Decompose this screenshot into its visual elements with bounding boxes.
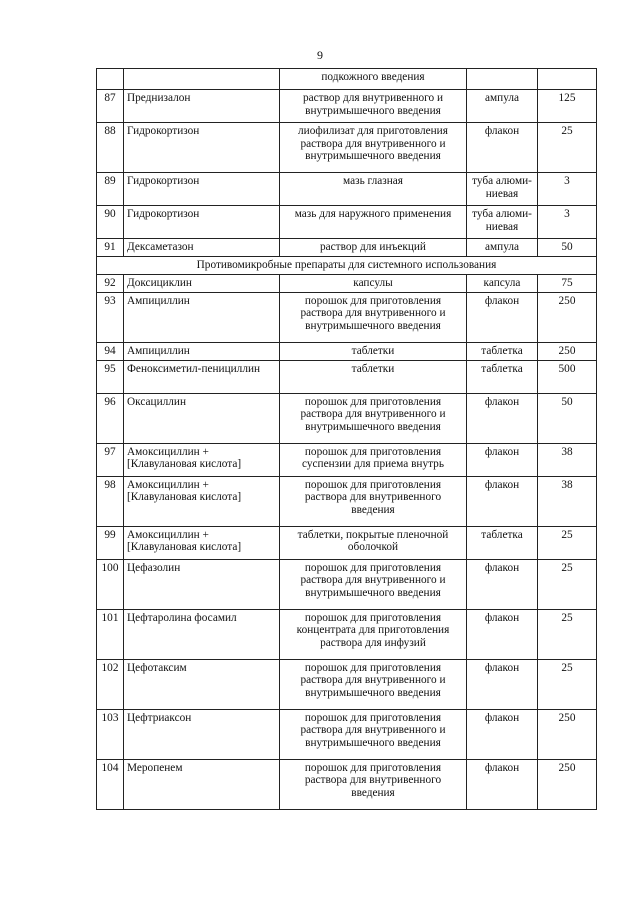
table-row (97, 206, 597, 239)
cell-form: порошок для приготовления раствора для внутривенного и внутримышечного введения (280, 393, 467, 443)
table-row (97, 526, 597, 559)
cell-name: Доксициклин (124, 274, 280, 292)
table-row (97, 759, 597, 809)
continuation-cell: подкожного введения (280, 69, 467, 90)
section-title: Противомикробные препараты для системного использования (97, 257, 597, 275)
cell-name: Амоксициллин + [Клавулановая кислота] (124, 476, 280, 526)
cell-qty: 25 (538, 609, 597, 659)
cell-unit: капсула (467, 274, 538, 292)
cell-unit: флакон (467, 659, 538, 709)
cell-num: 101 (97, 609, 124, 659)
cell-qty: 25 (538, 559, 597, 609)
cell-num: 100 (97, 559, 124, 609)
cell-unit: флакон (467, 393, 538, 443)
cell-form: порошок для приготовления концентрата для приготовления раствора для инфузий (280, 609, 467, 659)
cell-num: 102 (97, 659, 124, 709)
cell-name: Амоксициллин + [Клавулановая кислота] (124, 526, 280, 559)
cell-qty: 3 (538, 206, 597, 239)
cell-num: 97 (97, 443, 124, 476)
table-row (97, 659, 597, 709)
cell-unit: флакон (467, 559, 538, 609)
cell-form: порошок для приготовления раствора для внутривенного и внутримышечного введения (280, 709, 467, 759)
table-body-top (97, 69, 597, 257)
cell-unit: флакон (467, 476, 538, 526)
cell-name: Гидрокортизон (124, 123, 280, 173)
cell-unit: флакон (467, 292, 538, 342)
cell-form: лиофилизат для приготовления раствора для внутривенного и внутримышечного введения (280, 123, 467, 173)
cell-qty: 250 (538, 342, 597, 360)
cell-form: мазь для наружного применения (280, 206, 467, 239)
continuation-row (97, 69, 597, 90)
cell-unit: ампула (467, 90, 538, 123)
page-number: 9 (317, 48, 323, 62)
cell-qty: 25 (538, 526, 597, 559)
section-header-row (97, 257, 597, 275)
cell-unit: ампула (467, 239, 538, 257)
cell-form: порошок для приготовления раствора для внутривенного и внутримышечного введения (280, 559, 467, 609)
cell-num: 98 (97, 476, 124, 526)
drug-table (96, 68, 597, 810)
table-row (97, 559, 597, 609)
cell-name: Гидрокортизон (124, 206, 280, 239)
table-row (97, 360, 597, 393)
cell-unit: туба алюми-ниевая (467, 206, 538, 239)
cell-name: Преднизалон (124, 90, 280, 123)
cell-num: 95 (97, 360, 124, 393)
cell-form: порошок для приготовления раствора для внутривенного введения (280, 476, 467, 526)
cell-name: Дексаметазон (124, 239, 280, 257)
table-cell (538, 69, 597, 90)
cell-name: Ампициллин (124, 292, 280, 342)
cell-qty: 50 (538, 393, 597, 443)
cell-unit: таблетка (467, 342, 538, 360)
table-row (97, 239, 597, 257)
cell-form: мазь глазная (280, 173, 467, 206)
cell-form: порошок для приготовления суспензии для приема внутрь (280, 443, 467, 476)
cell-unit: таблетка (467, 360, 538, 393)
cell-qty: 250 (538, 292, 597, 342)
cell-qty: 50 (538, 239, 597, 257)
cell-qty: 38 (538, 476, 597, 526)
table-row (97, 292, 597, 342)
table-row (97, 90, 597, 123)
cell-qty: 75 (538, 274, 597, 292)
cell-qty: 250 (538, 709, 597, 759)
cell-unit: туба алюми-ниевая (467, 173, 538, 206)
cell-num: 96 (97, 393, 124, 443)
cell-num: 99 (97, 526, 124, 559)
cell-unit: флакон (467, 609, 538, 659)
cell-name: Ампициллин (124, 342, 280, 360)
cell-name: Цефазолин (124, 559, 280, 609)
cell-name: Оксациллин (124, 393, 280, 443)
cell-unit: флакон (467, 123, 538, 173)
cell-num: 92 (97, 274, 124, 292)
cell-qty: 3 (538, 173, 597, 206)
cell-form: таблетки, покрытые пленочной оболочкой (280, 526, 467, 559)
cell-qty: 250 (538, 759, 597, 809)
cell-num: 89 (97, 173, 124, 206)
cell-num: 104 (97, 759, 124, 809)
cell-num: 103 (97, 709, 124, 759)
table-row (97, 123, 597, 173)
cell-num: 94 (97, 342, 124, 360)
cell-qty: 25 (538, 123, 597, 173)
cell-form: таблетки (280, 342, 467, 360)
cell-qty: 25 (538, 659, 597, 709)
table-row (97, 274, 597, 292)
cell-unit: флакон (467, 709, 538, 759)
cell-qty: 125 (538, 90, 597, 123)
cell-qty: 38 (538, 443, 597, 476)
table-row (97, 393, 597, 443)
cell-num: 90 (97, 206, 124, 239)
table-cell (467, 69, 538, 90)
cell-form: капсулы (280, 274, 467, 292)
cell-name: Амоксициллин + [Клавулановая кислота] (124, 443, 280, 476)
cell-name: Цефотаксим (124, 659, 280, 709)
cell-name: Меропенем (124, 759, 280, 809)
cell-num: 87 (97, 90, 124, 123)
cell-name: Цефтриаксон (124, 709, 280, 759)
table-row (97, 609, 597, 659)
table-row (97, 443, 597, 476)
cell-form: таблетки (280, 360, 467, 393)
cell-qty: 500 (538, 360, 597, 393)
cell-unit: флакон (467, 443, 538, 476)
cell-num: 88 (97, 123, 124, 173)
table-cell (124, 69, 280, 90)
cell-form: порошок для приготовления раствора для внутривенного и внутримышечного введения (280, 659, 467, 709)
table-body-bottom (97, 274, 597, 809)
table-cell (97, 69, 124, 90)
section-body (97, 257, 597, 275)
cell-num: 93 (97, 292, 124, 342)
cell-form: порошок для приготовления раствора для внутривенного и внутримышечного введения (280, 292, 467, 342)
cell-num: 91 (97, 239, 124, 257)
cell-form: раствор для внутривенного и внутримышечного введения (280, 90, 467, 123)
cell-name: Цефтаролина фосамил (124, 609, 280, 659)
table-row (97, 476, 597, 526)
cell-name: Феноксиметил-пенициллин (124, 360, 280, 393)
cell-form: раствор для инъекций (280, 239, 467, 257)
table-row (97, 173, 597, 206)
cell-unit: флакон (467, 759, 538, 809)
table-row (97, 342, 597, 360)
cell-form: порошок для приготовления раствора для внутривенного введения (280, 759, 467, 809)
cell-name: Гидрокортизон (124, 173, 280, 206)
table-row (97, 709, 597, 759)
cell-unit: таблетка (467, 526, 538, 559)
